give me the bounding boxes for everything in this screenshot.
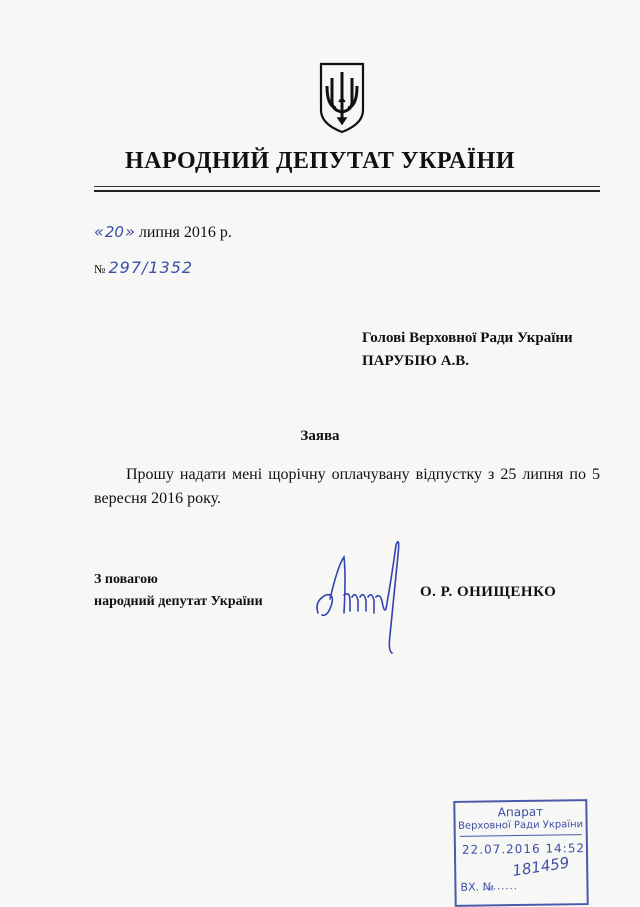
header-rule-thick <box>94 190 600 192</box>
body-paragraph: Прошу надати мені щорічну оплачувану відпустку з 25 липня по 5 вересня 2016 року. <box>94 466 600 507</box>
date-line <box>94 222 232 242</box>
closing <box>94 569 263 613</box>
date-day: 20 <box>104 223 124 241</box>
stamp-number-value: 181459 <box>511 853 571 880</box>
date-rest: липня 2016 р. <box>138 224 232 241</box>
number-label: № <box>94 262 106 276</box>
registration-stamp <box>453 799 588 907</box>
document-title: Заява <box>300 428 340 444</box>
stamp-number-label: ВХ. № <box>460 880 495 894</box>
header-rule-thin <box>94 186 600 187</box>
addressee-line2: ПАРУБІЮ А.В. <box>362 353 470 369</box>
stamp-number-dots: ........ <box>484 881 518 893</box>
stamp-org-line1: Апарат <box>497 804 544 820</box>
number-value: 297/1352 <box>108 258 194 277</box>
addressee-line1: Голові Верховної Ради України <box>362 330 573 346</box>
handwritten-signature <box>300 535 420 655</box>
outgoing-number <box>94 258 193 278</box>
date-quote-close: » <box>124 222 135 241</box>
stamp-datetime: 22.07.2016 14:52 <box>461 841 586 857</box>
date-quote-open: « <box>94 222 104 241</box>
signer-name: О. Р. ОНИЩЕНКО <box>420 584 557 600</box>
trident-emblem-icon <box>318 62 366 134</box>
stamp-divider <box>460 834 582 837</box>
closing-line2: народний депутат України <box>94 594 263 609</box>
addressee <box>362 327 573 373</box>
stamp-org-line2: Верховної Ради України <box>457 819 584 832</box>
header-title: НАРОДНИЙ ДЕПУТАТ УКРАЇНИ <box>125 148 515 174</box>
closing-line1: З повагою <box>94 572 158 587</box>
